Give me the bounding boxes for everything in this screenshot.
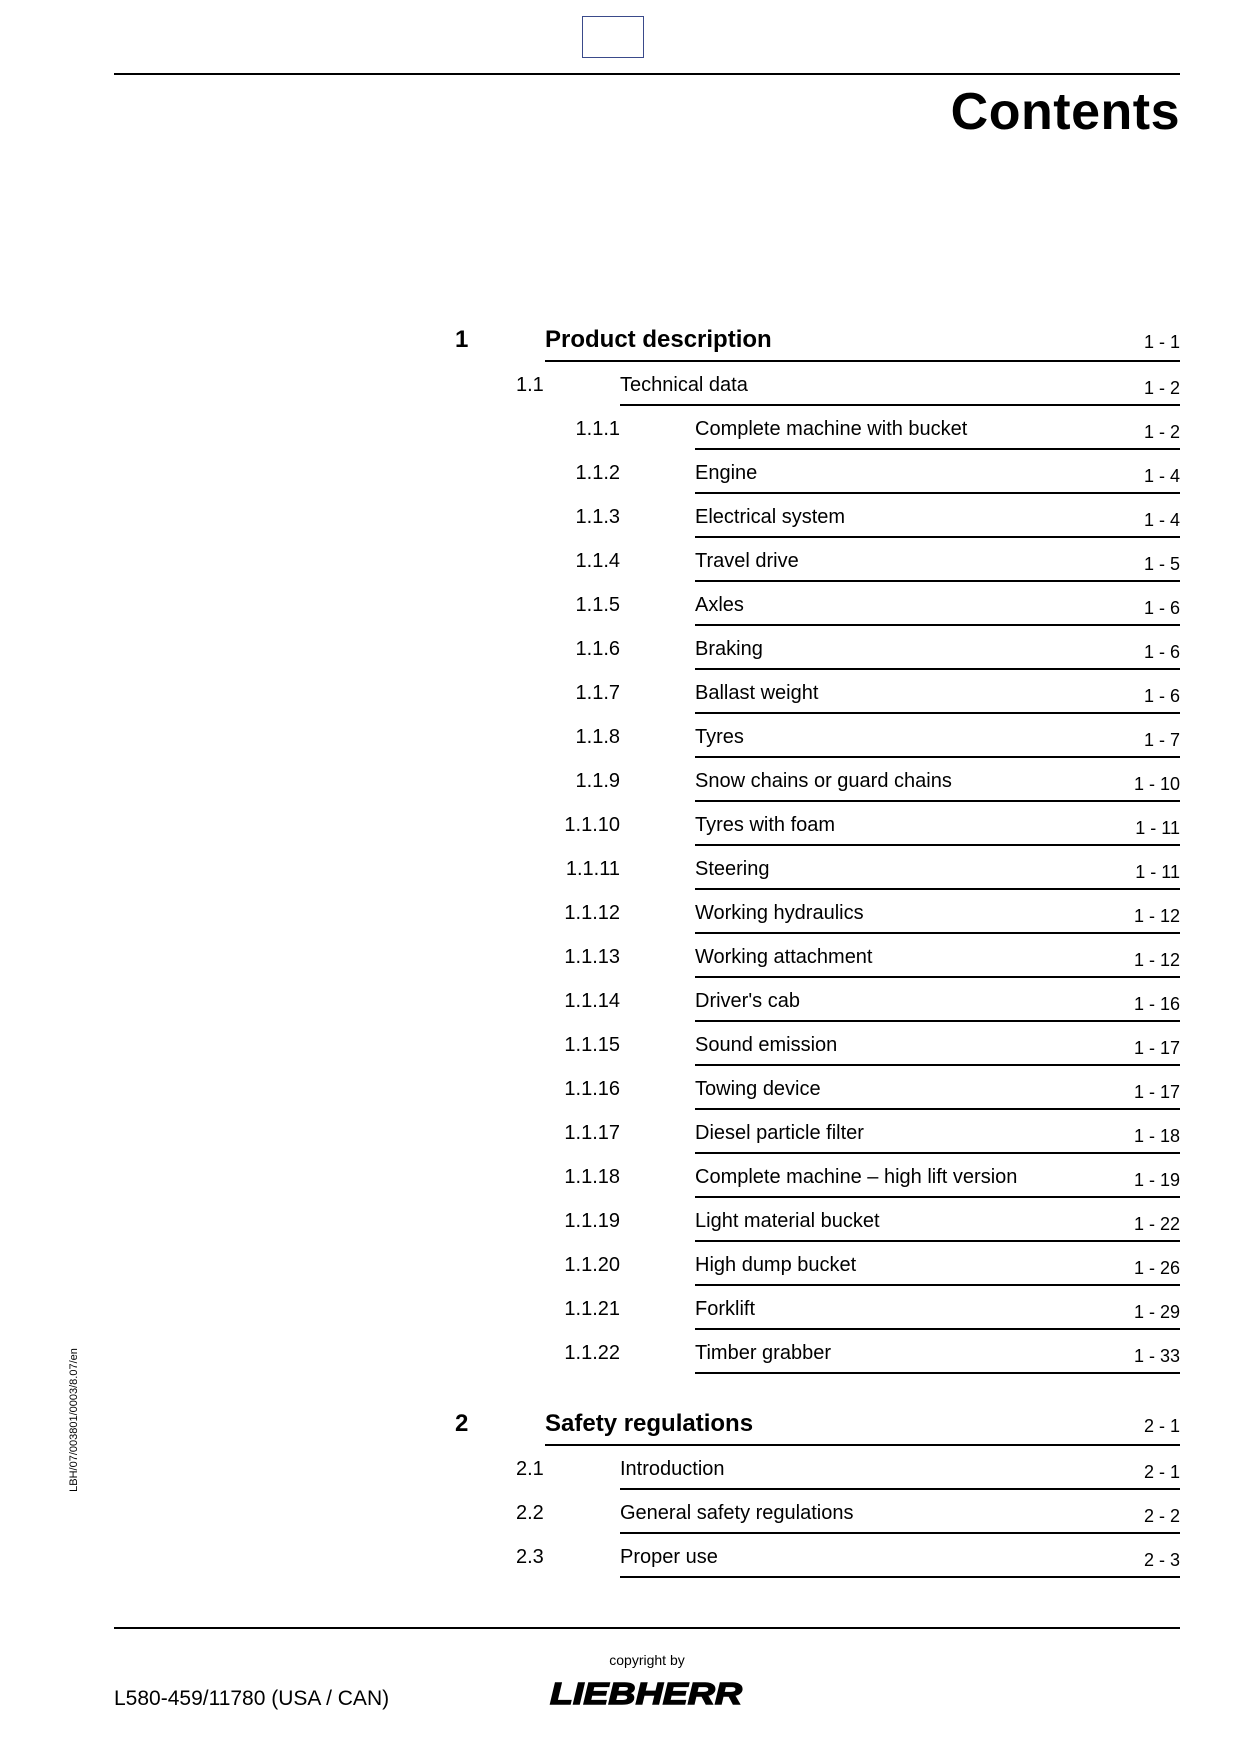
toc-number: 1.1.2 bbox=[575, 462, 620, 484]
toc-page-number[interactable]: 2 - 1 bbox=[1143, 1416, 1180, 1436]
toc-row-subsection-1-1-4[interactable] bbox=[0, 544, 1240, 588]
toc-underline bbox=[545, 360, 1180, 362]
toc-number: 1.1.14 bbox=[564, 990, 620, 1012]
toc-title[interactable]: Travel drive bbox=[695, 550, 799, 572]
toc-number: 1.1.16 bbox=[564, 1078, 620, 1100]
toc-page-number[interactable]: 1 - 17 bbox=[1133, 1038, 1180, 1058]
toc-underline bbox=[695, 1240, 1180, 1242]
toc-number: 1.1.12 bbox=[564, 902, 620, 924]
toc-number: 1.1.18 bbox=[564, 1166, 620, 1188]
toc-title[interactable]: Light material bucket bbox=[695, 1210, 880, 1232]
toc-title[interactable]: Electrical system bbox=[695, 506, 846, 528]
toc-title[interactable]: Complete machine with bucket bbox=[695, 418, 968, 440]
toc-underline bbox=[695, 1328, 1180, 1330]
toc-title[interactable]: Complete machine – high lift version bbox=[695, 1166, 1018, 1188]
toc-page-number[interactable]: 1 - 11 bbox=[1135, 862, 1180, 882]
toc-title[interactable]: Tyres bbox=[695, 726, 744, 748]
toc-page-number[interactable]: 1 - 26 bbox=[1133, 1258, 1180, 1278]
toc-title[interactable]: General safety regulations bbox=[620, 1502, 854, 1524]
toc-page-number[interactable]: 1 - 19 bbox=[1133, 1170, 1180, 1190]
toc-number: 1 bbox=[455, 326, 469, 353]
side-document-code: LBH/07/003801/0003/8.07/en bbox=[68, 1348, 80, 1492]
toc-row-subsection-1-1-19[interactable] bbox=[0, 1204, 1240, 1248]
toc-title[interactable]: High dump bucket bbox=[695, 1254, 857, 1276]
toc-row-subsection-1-1-15[interactable] bbox=[0, 1028, 1240, 1072]
toc-title[interactable]: Forklift bbox=[695, 1298, 755, 1320]
toc-title[interactable]: Axles bbox=[695, 594, 744, 616]
toc-page-number[interactable]: 1 - 22 bbox=[1133, 1214, 1180, 1234]
page-title: Contents bbox=[950, 83, 1180, 141]
toc-page-number[interactable]: 1 - 12 bbox=[1133, 950, 1180, 970]
toc-row-subsection-1-1-8[interactable] bbox=[0, 720, 1240, 764]
document-id: L580-459/11780 (USA / CAN) bbox=[114, 1687, 390, 1710]
toc-title[interactable]: Timber grabber bbox=[695, 1342, 831, 1364]
copyright-label: copyright by bbox=[609, 1652, 685, 1668]
toc-number: 1.1.22 bbox=[564, 1342, 620, 1364]
toc-page-number[interactable]: 1 - 2 bbox=[1143, 378, 1180, 398]
toc-title[interactable]: Driver's cab bbox=[695, 990, 800, 1012]
toc-row-section-1-1[interactable] bbox=[0, 368, 1240, 412]
toc-page-number[interactable]: 1 - 4 bbox=[1143, 510, 1180, 530]
toc-number: 1.1.3 bbox=[575, 506, 620, 528]
toc-title[interactable]: Working attachment bbox=[695, 946, 873, 968]
toc-page-number[interactable]: 1 - 10 bbox=[1133, 774, 1180, 794]
toc-row-subsection-1-1-6[interactable] bbox=[0, 632, 1240, 676]
toc-row-section-2-1[interactable] bbox=[0, 1452, 1240, 1496]
toc-title[interactable]: Working hydraulics bbox=[695, 902, 864, 924]
toc-number: 1.1.19 bbox=[564, 1210, 620, 1232]
toc-page-number[interactable]: 1 - 29 bbox=[1133, 1302, 1180, 1322]
toc-number: 2.2 bbox=[516, 1502, 544, 1524]
toc-page-number[interactable]: 2 - 2 bbox=[1143, 1506, 1180, 1526]
toc-number: 1.1.13 bbox=[564, 946, 620, 968]
toc-number: 1.1.1 bbox=[575, 418, 620, 440]
toc-underline bbox=[695, 800, 1180, 802]
toc-underline bbox=[695, 932, 1180, 934]
toc-underline bbox=[620, 404, 1180, 406]
toc-underline bbox=[620, 1488, 1180, 1490]
toc-page-number[interactable]: 1 - 33 bbox=[1133, 1346, 1180, 1366]
toc-title[interactable]: Sound emission bbox=[695, 1034, 838, 1056]
toc-page-number[interactable]: 1 - 11 bbox=[1135, 818, 1180, 838]
toc-underline bbox=[545, 1444, 1180, 1446]
toc-page-number[interactable]: 1 - 12 bbox=[1133, 906, 1180, 926]
toc-page-number[interactable]: 1 - 6 bbox=[1143, 642, 1180, 662]
toc-number: 1.1.7 bbox=[575, 682, 620, 704]
toc-page-number[interactable]: 1 - 1 bbox=[1143, 332, 1180, 352]
toc-page-number[interactable]: 2 - 3 bbox=[1143, 1550, 1180, 1570]
toc-row-subsection-1-1-13[interactable] bbox=[0, 940, 1240, 984]
toc-underline bbox=[695, 668, 1180, 670]
header-rule bbox=[114, 73, 1180, 75]
toc-row-subsection-1-1-11[interactable] bbox=[0, 852, 1240, 896]
toc-row-subsection-1-1-3[interactable] bbox=[0, 500, 1240, 544]
toc-row-subsection-1-1-21[interactable] bbox=[0, 1292, 1240, 1336]
toc-row-subsection-1-1-5[interactable] bbox=[0, 588, 1240, 632]
toc-underline bbox=[695, 756, 1180, 758]
toc-number: 1.1.8 bbox=[575, 726, 620, 748]
toc-underline bbox=[695, 712, 1180, 714]
toc-underline bbox=[695, 492, 1180, 494]
toc-underline bbox=[695, 976, 1180, 978]
toc-number: 2.1 bbox=[516, 1458, 544, 1480]
toc-row-subsection-1-1-14[interactable] bbox=[0, 984, 1240, 1028]
toc-underline bbox=[695, 580, 1180, 582]
toc-row-subsection-1-1-22[interactable] bbox=[0, 1336, 1240, 1380]
toc-title[interactable]: Diesel particle filter bbox=[695, 1122, 864, 1144]
toc-number: 1.1 bbox=[516, 374, 544, 396]
toc-title[interactable]: Proper use bbox=[620, 1546, 718, 1568]
toc-number: 1.1.10 bbox=[564, 814, 620, 836]
toc-page-number[interactable]: 1 - 5 bbox=[1143, 554, 1180, 574]
toc-title[interactable]: Steering bbox=[695, 858, 770, 880]
toc-number: 1.1.6 bbox=[575, 638, 620, 660]
toc-underline bbox=[620, 1576, 1180, 1578]
toc-row-subsection-1-1-1[interactable] bbox=[0, 412, 1240, 456]
toc-underline bbox=[695, 1152, 1180, 1154]
toc-underline bbox=[695, 1196, 1180, 1198]
toc-title[interactable]: Engine bbox=[695, 462, 758, 484]
toc-number: 1.1.5 bbox=[575, 594, 620, 616]
toc-row-subsection-1-1-17[interactable] bbox=[0, 1116, 1240, 1160]
toc-underline bbox=[695, 624, 1180, 626]
liebherr-logo bbox=[548, 1675, 744, 1709]
liebherr-logo-text: LIEBHERR bbox=[550, 1676, 743, 1709]
toc-number: 1.1.17 bbox=[564, 1122, 620, 1144]
toc-number: 1.1.4 bbox=[575, 550, 620, 572]
toc-underline bbox=[695, 888, 1180, 890]
footer-rule bbox=[114, 1627, 1180, 1629]
toc-row-subsection-1-1-16[interactable] bbox=[0, 1072, 1240, 1116]
toc-number: 1.1.11 bbox=[565, 858, 620, 880]
toc-row-subsection-1-1-9[interactable] bbox=[0, 764, 1240, 808]
toc-number: 2 bbox=[455, 1410, 469, 1437]
toc-row-subsection-1-1-12[interactable] bbox=[0, 896, 1240, 940]
toc-page-number[interactable]: 1 - 2 bbox=[1143, 422, 1180, 442]
toc-row-subsection-1-1-2[interactable] bbox=[0, 456, 1240, 500]
toc-title[interactable]: Ballast weight bbox=[695, 682, 819, 704]
toc-number: 1.1.15 bbox=[564, 1034, 620, 1056]
toc-title[interactable]: Product description bbox=[545, 326, 772, 353]
toc-underline bbox=[620, 1532, 1180, 1534]
toc-page-number[interactable]: 1 - 6 bbox=[1143, 598, 1180, 618]
toc-title[interactable]: Safety regulations bbox=[545, 1410, 754, 1437]
toc-title[interactable]: Braking bbox=[695, 638, 763, 660]
toc-underline bbox=[695, 536, 1180, 538]
page-marker-box bbox=[582, 16, 644, 58]
toc-row-subsection-1-1-10[interactable] bbox=[0, 808, 1240, 852]
toc-number: 2.3 bbox=[516, 1546, 544, 1568]
toc-row-chapter-2[interactable] bbox=[0, 1408, 1240, 1452]
toc-row-section-2-2[interactable] bbox=[0, 1496, 1240, 1540]
toc-row-section-2-3[interactable] bbox=[0, 1540, 1240, 1584]
toc-underline bbox=[695, 844, 1180, 846]
toc-row-subsection-1-1-18[interactable] bbox=[0, 1160, 1240, 1204]
toc-underline bbox=[695, 1108, 1180, 1110]
toc-title[interactable]: Technical data bbox=[620, 374, 748, 396]
toc-page-number[interactable]: 2 - 1 bbox=[1143, 1462, 1180, 1482]
toc-title[interactable]: Snow chains or guard chains bbox=[695, 770, 952, 792]
toc-row-subsection-1-1-20[interactable] bbox=[0, 1248, 1240, 1292]
toc-number: 1.1.9 bbox=[575, 770, 620, 792]
toc-underline bbox=[695, 448, 1180, 450]
toc-number: 1.1.21 bbox=[564, 1298, 620, 1320]
toc-page-number[interactable]: 1 - 4 bbox=[1143, 466, 1180, 486]
toc-number: 1.1.20 bbox=[564, 1254, 620, 1276]
toc-title[interactable]: Introduction bbox=[620, 1458, 725, 1480]
toc-row-chapter-1[interactable] bbox=[0, 324, 1240, 368]
toc-page-number[interactable]: 1 - 6 bbox=[1143, 686, 1180, 706]
toc-page-number[interactable]: 1 - 18 bbox=[1133, 1126, 1180, 1146]
toc-page-number[interactable]: 1 - 16 bbox=[1133, 994, 1180, 1014]
toc-title[interactable]: Towing device bbox=[695, 1078, 821, 1100]
toc-underline bbox=[695, 1020, 1180, 1022]
toc-page-number[interactable]: 1 - 17 bbox=[1133, 1082, 1180, 1102]
toc-underline bbox=[695, 1284, 1180, 1286]
toc-title[interactable]: Tyres with foam bbox=[695, 814, 836, 836]
toc-row-subsection-1-1-7[interactable] bbox=[0, 676, 1240, 720]
toc-page-number[interactable]: 1 - 7 bbox=[1143, 730, 1180, 750]
toc-underline bbox=[695, 1064, 1180, 1066]
toc-underline bbox=[695, 1372, 1180, 1374]
